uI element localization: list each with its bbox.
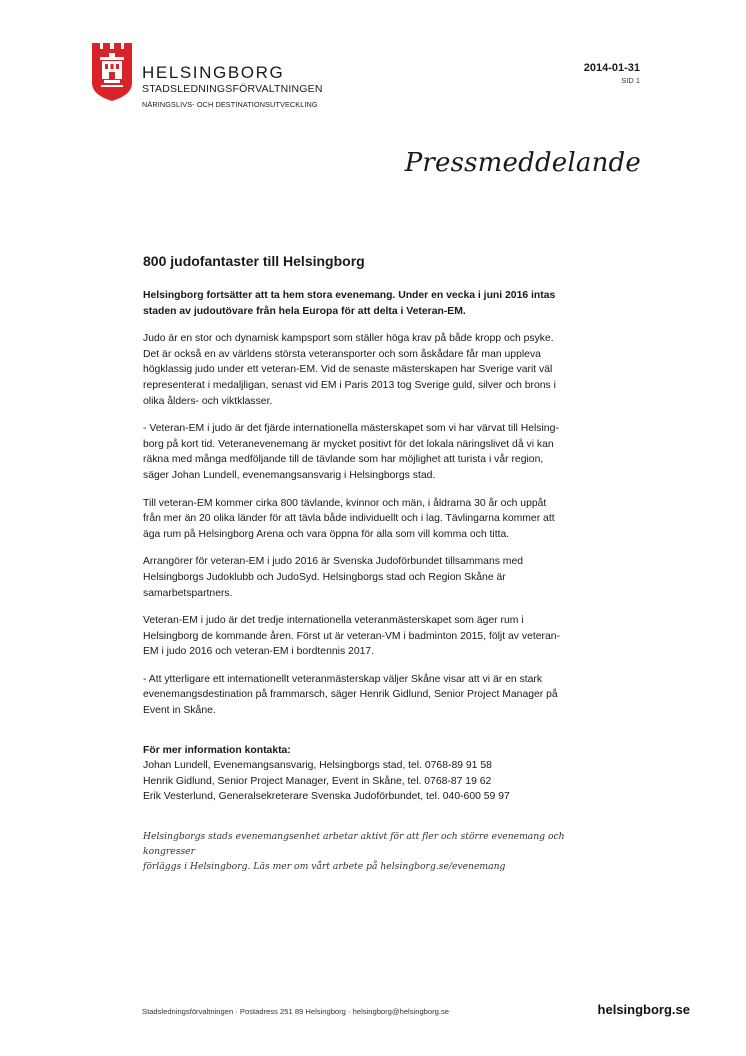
document-type-title: Pressmeddelande xyxy=(404,148,641,178)
press-release-body xyxy=(143,252,605,874)
page-number: SID 1 xyxy=(621,76,640,85)
body-paragraph: Till veteran-EM kommer cirka 800 tävlande, kvinnor och män, i åldrarna 30 år och uppåt från mer än 20 olika länder för att tävla både individuellt och i lag. Tävlingarna kommer att äga rum på Helsingborg Arena och vara öppna för alla som vill komma och titta. xyxy=(143,497,555,540)
closing-note: Helsingborgs stads evenemangsenhet arbetar aktivt för att fler och större evenemang och kongresser förläggs i Helsingborg. Läs mer om vårt arbete på helsingborg.se/evenemang xyxy=(143,831,565,873)
helsingborg-crest-icon xyxy=(92,43,132,101)
body-paragraph: Veteran-EM i judo är det tredje internationella veteranmästerskapet som äger rum i Helsingborg de kommande åren. Först ut är veteran-VM i badminton 2015, följt av veteran- EM i judo 2016 och veteran-EM i bordtennis 2017. xyxy=(143,615,560,658)
date-block xyxy=(584,62,640,86)
body-paragraph: - Veteran-EM i judo är det fjärde internationella mästerskapet som vi har värvat till Helsing- borg på kort tid. Veteranevenemang är mycket positivt för det lokala näringslivet då vi kan räkna med många medföljande till de tävlande som har möjlighet att turista i vår region, säger Johan Lundell, evenemangsansvarig i Helsingborgs stad. xyxy=(143,423,559,481)
document-date: 2014-01-31 xyxy=(583,62,640,74)
footer-address: Stadsledningsförvaltningen · Postadress 251 89 Helsingborg · helsingborg@helsingborg.se xyxy=(142,1007,450,1016)
body-paragraph: Judo är en stor och dynamisk kampsport som ställer höga krav på både kropp och psyke. Det är också en av världens största veteransporter och som åskådare får man uppleva högklassig judo under ett veteran-EM. Vid de senaste mästerskapen har Sverige varit väl representerat i medaljligan, senast vid EM i Paris 2013 tog Sverige guld, silver och brons i olika ålders- och viktklasser. xyxy=(143,333,556,407)
contact-line: Johan Lundell, Evenemangsansvarig, Helsingborgs stad, tel. 0768-89 91 58 xyxy=(143,760,492,772)
contact-line: Henrik Gidlund, Senior Project Manager, Event in Skåne, tel. 0768-87 19 62 xyxy=(143,775,492,787)
body-paragraph: Arrangörer för veteran-EM i judo 2016 är Svenska Judoförbundet tillsammans med Helsingborgs Judoklubb och JudoSyd. Helsingborgs stad och Region Skåne är samarbetspartners. xyxy=(143,556,524,599)
footer-website: helsingborg.se xyxy=(597,1002,690,1017)
unit-name: NÄRINGSLIVS- OCH DESTINATIONSUTVECKLING xyxy=(142,100,318,109)
organization-block xyxy=(142,64,323,110)
headline: 800 judofantaster till Helsingborg xyxy=(143,253,365,269)
contact-line: Erik Vesterlund, Generalsekreterare Svenska Judoförbundet, tel. 040-600 59 97 xyxy=(143,791,510,803)
organization-name: HELSINGBORG xyxy=(142,63,285,82)
lead-paragraph: Helsingborg fortsätter att ta hem stora evenemang. Under en vecka i juni 2016 intas staden av judoutövare från hela Europa för att delta i Veteran-EM. xyxy=(143,290,556,317)
body-paragraph: - Att ytterligare ett internationellt veteranmästerskap väljer Skåne visar att vi är en stark evenemangsdestination på frammarsch, säger Henrik Gidlund, Senior Project Manager på Event in Skåne. xyxy=(143,673,558,717)
contact-title: För mer information kontakta: xyxy=(143,744,291,756)
contact-section xyxy=(143,743,605,805)
department-name: STADSLEDNINGSFÖRVALTNINGEN xyxy=(142,83,323,95)
